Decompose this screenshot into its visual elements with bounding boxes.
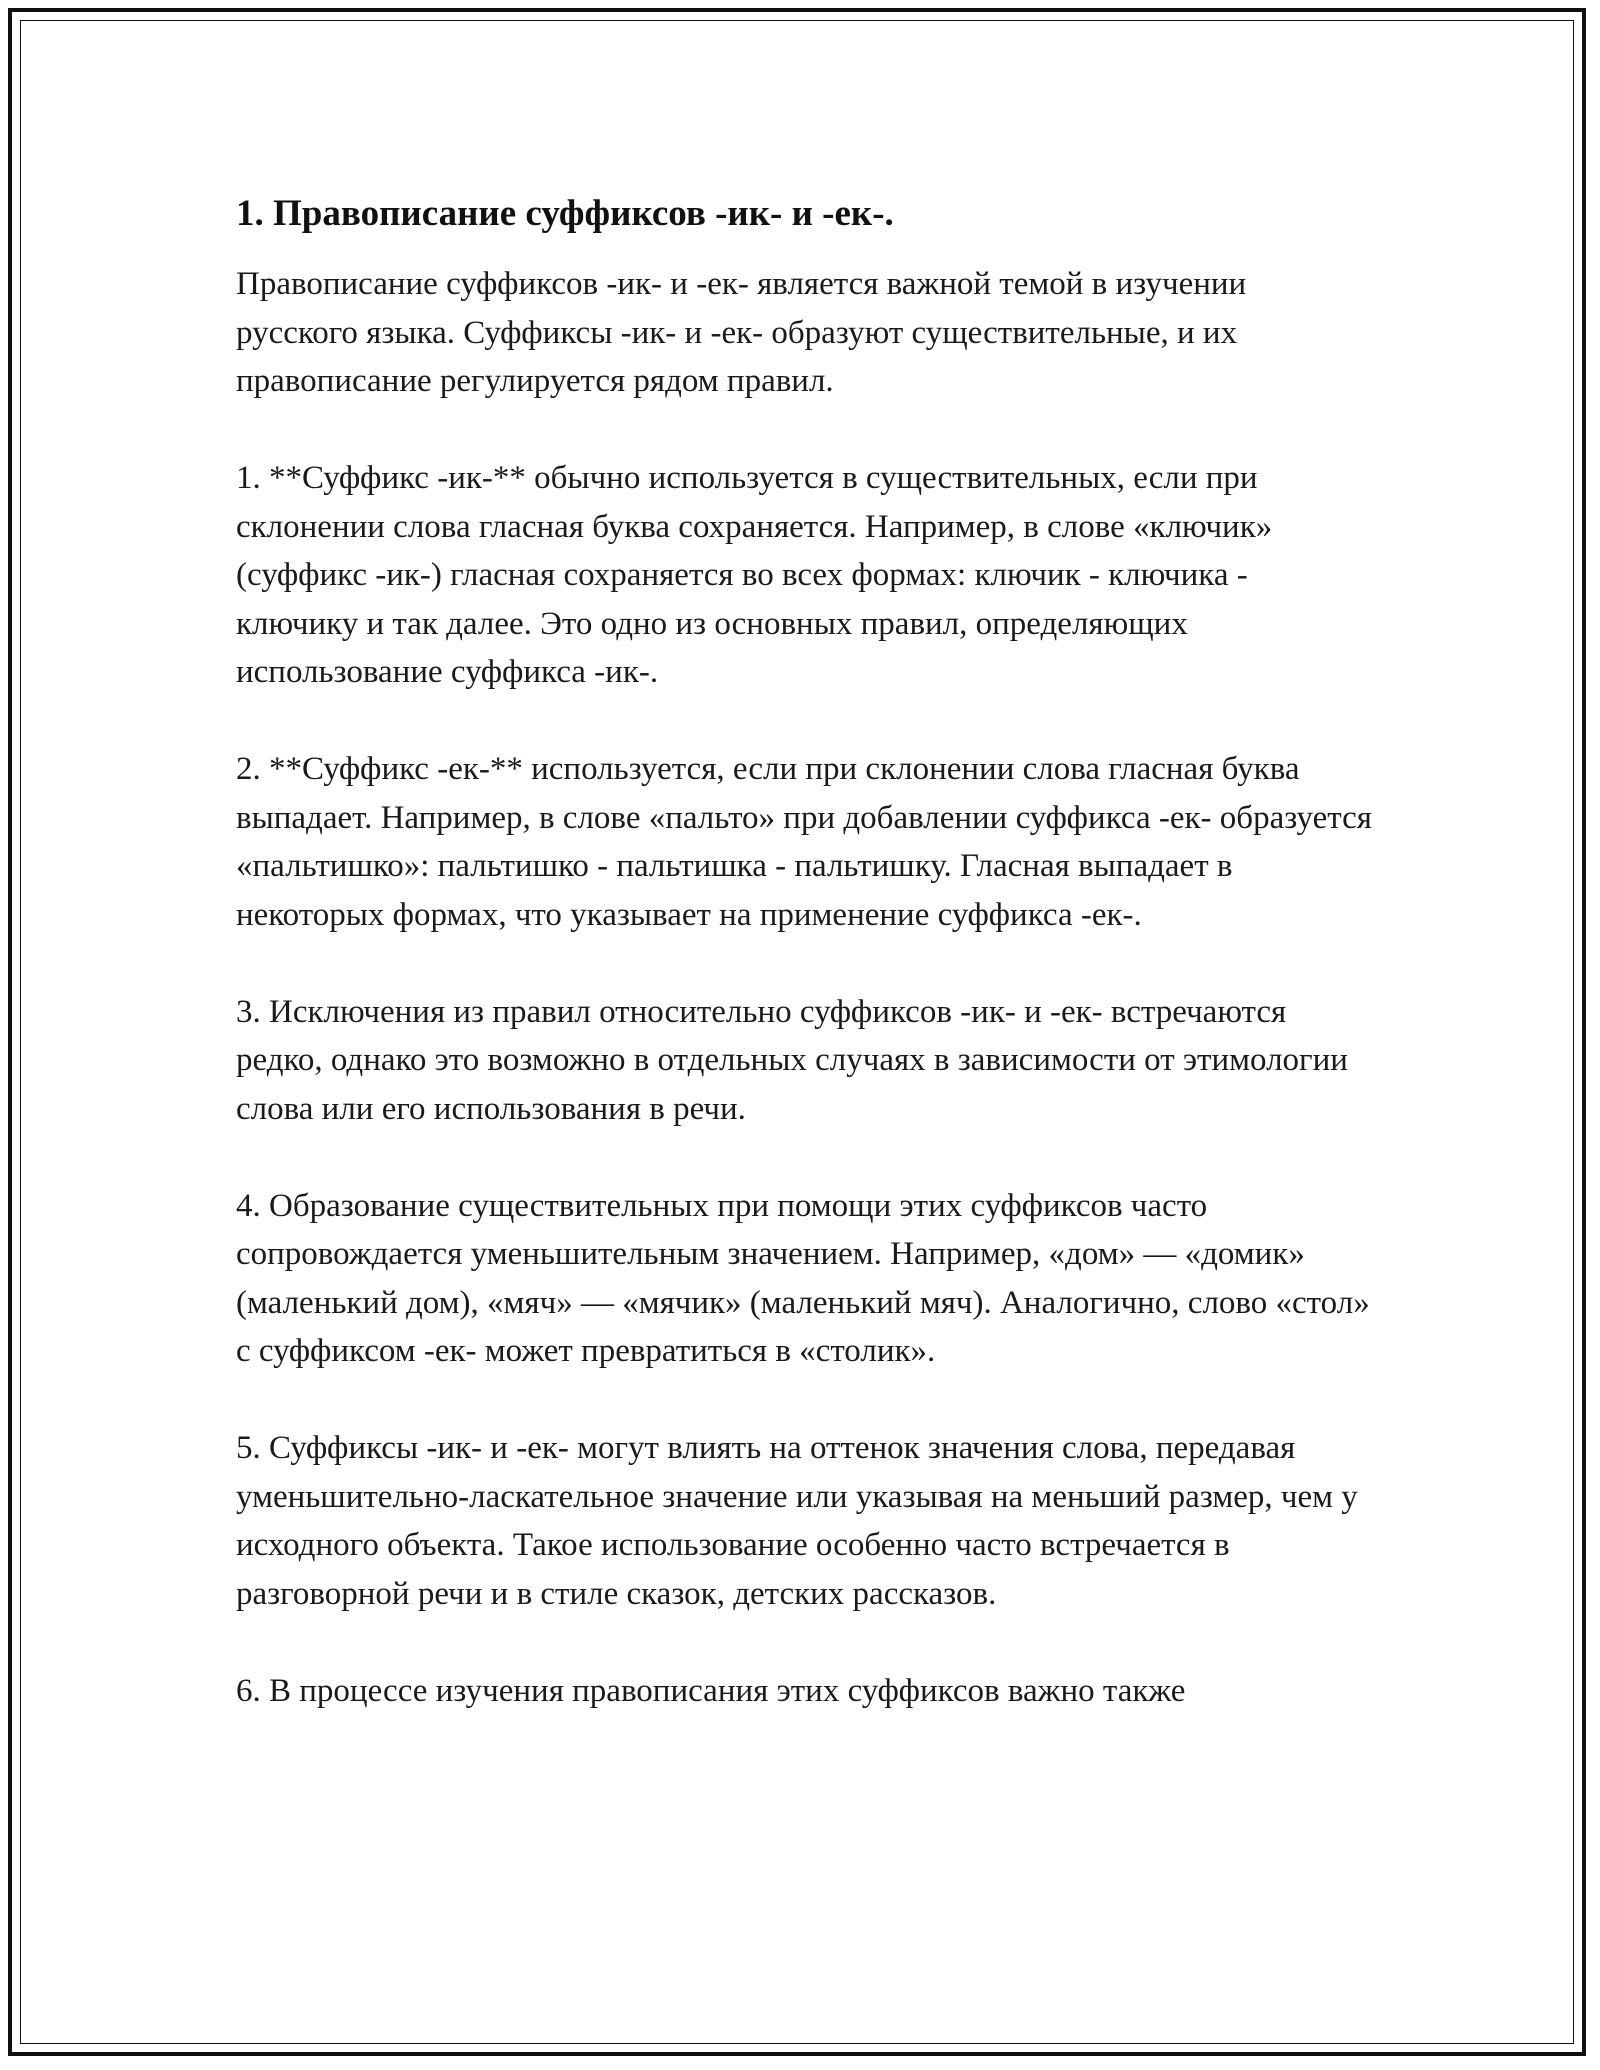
rule-item-5: 5. Суффиксы -ик- и -ек- могут влиять на оттенок значения слова, передавая уменьшительно-ласкательное значение или указывая на меньший размер, чем у исходного объекта. Такое использование особенно часто встречается в разговорной речи и в стиле сказок, детских рассказов. xyxy=(236,1430,1358,1612)
rule-item-1: 1. **Суффикс -ик-** обычно используется в существительных, если при склонении слова гласная буква сохраняется. Например, в слове «ключик» (суффикс -ик-) гласная сохраняется во всех формах: ключик - ключика - ключику и так далее. Это одно из основных правил, определяющих использование суффикса -ик-. xyxy=(236,460,1273,690)
section-heading: 1. Правописание суффиксов -ик- и -ек-. xyxy=(236,193,894,234)
rule-item-4: 4. Образование существительных при помощи этих суффиксов часто сопровождается уменьшительным значением. Например, «дом» — «домик» (маленький дом), «мяч» — «мячик» (маленький мяч). Аналогично, слово «стол» с суффиксом -ек- может превратиться в «столик». xyxy=(236,1187,1370,1369)
intro-paragraph: Правописание суффиксов -ик- и -ек- является важной темой в изучении русского языка. Суффиксы -ик- и -ек- образуют существительные, и их правописание регулируется рядом правил. xyxy=(236,266,1247,399)
rule-item-6: 6. В процессе изучения правописания этих суффиксов важно также xyxy=(236,1672,1186,1709)
document-body xyxy=(236,188,1376,1764)
rule-item-2: 2. **Суффикс -ек-** используется, если при склонении слова гласная буква выпадает. Например, в слове «пальто» при добавлении суффикса -ек- образуется «пальтишко»: пальтишко - пальтишка - пальтишку. Гласная выпадает в некоторых формах, что указывает на применение суффикса -ек-. xyxy=(236,751,1372,933)
rule-item-3: 3. Исключения из правил относительно суффиксов -ик- и -ек- встречаются редко, однако это возможно в отдельных случаях в зависимости от этимологии слова или его использования в речи. xyxy=(236,993,1348,1127)
